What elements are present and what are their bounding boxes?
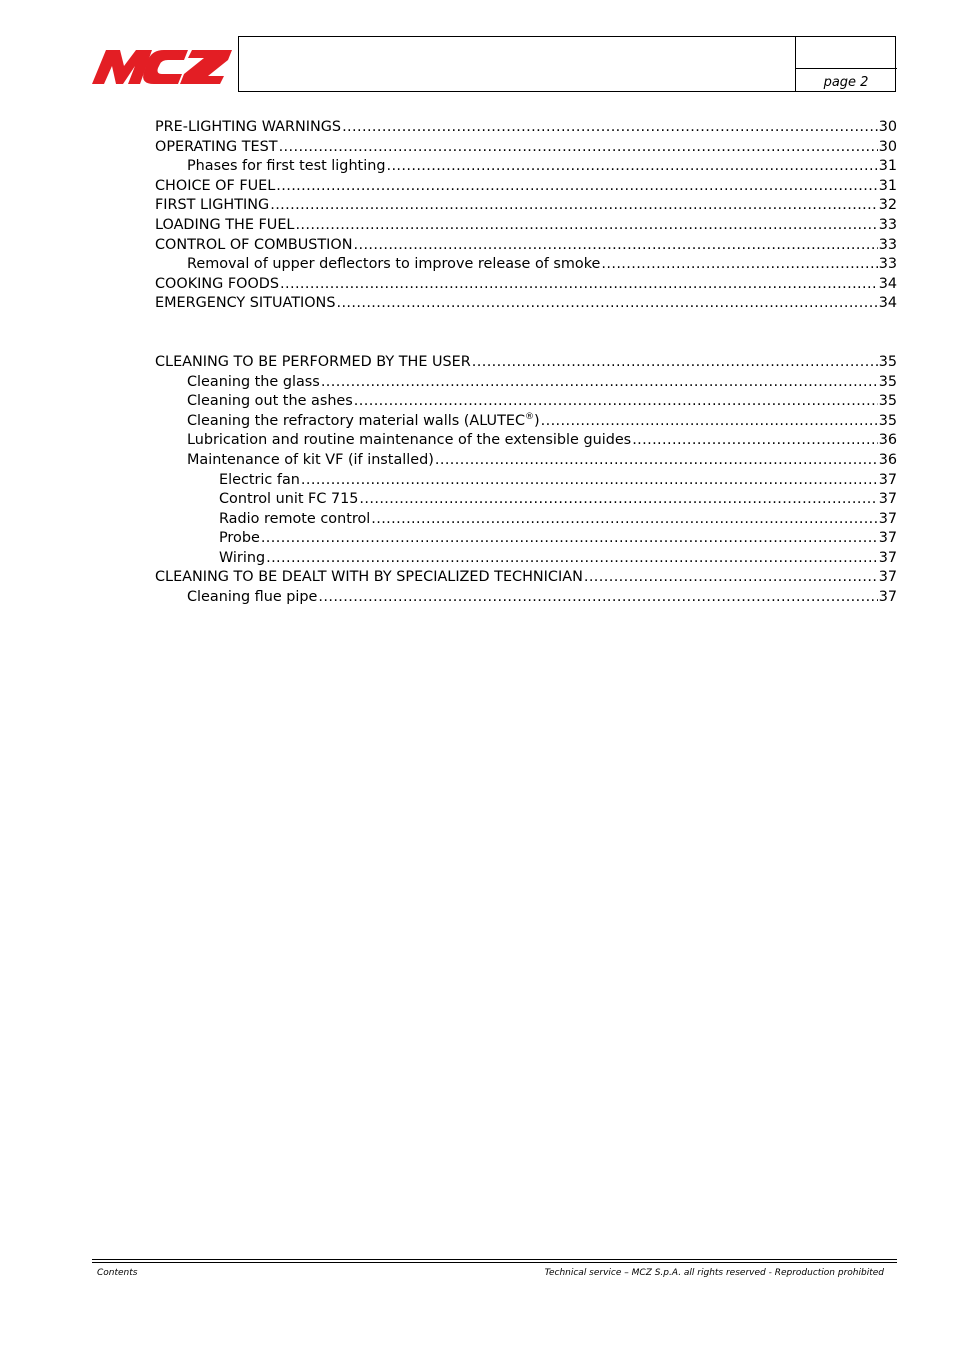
header-box	[238, 36, 896, 92]
toc-entry-title	[155, 568, 583, 588]
logo-letter-m	[92, 50, 152, 84]
toc-section-1	[155, 118, 897, 314]
toc-entry-title-text: CHOICE OF FUEL	[155, 177, 276, 194]
toc-entry-title-text: Cleaning the refractory material walls (ALUTEC	[187, 412, 525, 429]
toc-entry-title	[155, 118, 341, 138]
toc-leader-dots	[632, 431, 878, 451]
toc-entry[interactable]	[155, 392, 897, 412]
toc-leader-dots	[336, 294, 877, 314]
toc-page-number: 36	[878, 451, 897, 468]
toc-entry-title-text: Electric fan	[219, 471, 300, 488]
toc-entry-title	[155, 275, 279, 295]
toc-leader-dots	[266, 549, 878, 569]
toc-page-number: 33	[878, 216, 897, 233]
toc-entry-title	[187, 588, 317, 608]
toc-page-number: 37	[878, 491, 897, 508]
toc-entry-title-suffix: )	[534, 412, 540, 429]
toc-entry-title	[219, 471, 300, 491]
toc-entry[interactable]	[155, 118, 897, 138]
toc-leader-dots	[472, 353, 878, 373]
toc-entry-title-text: Lubrication and routine maintenance of the extensible guides	[187, 432, 632, 449]
toc-leader-dots	[261, 529, 878, 549]
toc-entry-title-text: PRE-LIGHTING WARNINGS	[155, 119, 342, 135]
toc-gap	[155, 314, 897, 353]
toc-page-number: 30	[878, 138, 897, 155]
registered-mark: ®	[525, 411, 534, 422]
toc-leader-dots	[371, 510, 877, 530]
toc-leader-dots	[359, 490, 877, 510]
toc-entry[interactable]	[155, 373, 897, 393]
toc-entry-title-text: Radio remote control	[219, 510, 371, 527]
toc-entry[interactable]	[155, 471, 897, 491]
toc-page-number: 35	[878, 412, 897, 429]
toc-leader-dots	[270, 196, 877, 216]
toc-leader-dots	[279, 138, 878, 158]
toc-entry-title-text: Wiring	[219, 549, 266, 566]
toc-entry-title	[187, 373, 320, 393]
toc-leader-dots	[386, 157, 877, 177]
toc-entry-title	[155, 294, 335, 314]
toc-entry[interactable]	[155, 451, 897, 471]
toc-leader-dots	[295, 216, 877, 236]
toc-entry-title	[219, 529, 260, 549]
toc-page-number: 37	[878, 530, 897, 547]
toc-leader-dots	[280, 275, 878, 295]
toc-entry-title-text: Maintenance of kit VF (if installed)	[187, 451, 434, 468]
footer-rule-bottom	[92, 1262, 897, 1263]
toc-entry[interactable]	[155, 588, 897, 608]
toc-page-number: 33	[878, 236, 897, 253]
toc-entry[interactable]	[155, 255, 897, 275]
toc-entry[interactable]	[155, 490, 897, 510]
toc-entry-title	[155, 138, 278, 158]
toc-entry-title	[187, 431, 631, 451]
footer-section-label: Contents	[97, 1268, 138, 1278]
toc-leader-dots	[318, 588, 877, 608]
toc-page-number: 32	[878, 197, 897, 214]
toc-entry-title-text: CLEANING TO BE PERFORMED BY THE USER	[155, 353, 471, 370]
toc-entry-title-text: CONTROL OF COMBUSTION	[155, 236, 353, 253]
footer-copyright: Technical service – MCZ S.p.A. all rights reserved - Reproduction prohibited	[544, 1268, 884, 1278]
toc-page-number: 31	[878, 158, 897, 175]
toc-entry-title	[155, 236, 353, 256]
toc-entry-title-text: Cleaning flue pipe	[187, 589, 318, 606]
toc-entry-title-text: EMERGENCY SITUATIONS	[155, 295, 336, 312]
toc-entry-title-text: Cleaning the glass	[187, 373, 320, 390]
toc-entry-title	[155, 353, 471, 373]
toc-entry-title-text: Cleaning out the ashes	[187, 393, 353, 410]
table-of-contents	[155, 118, 897, 608]
toc-entry[interactable]	[155, 353, 897, 373]
toc-leader-dots	[584, 568, 878, 588]
toc-entry-title-text: Removal of upper deflectors to improve release of smoke	[187, 256, 601, 273]
toc-page-number: 37	[878, 549, 897, 566]
toc-entry[interactable]	[155, 529, 897, 549]
toc-entry-title	[187, 255, 600, 275]
mcz-logo-mark	[92, 44, 234, 88]
page-number: page 2	[823, 75, 869, 90]
toc-entry[interactable]	[155, 549, 897, 569]
toc-entry[interactable]	[155, 294, 897, 314]
toc-entry-title-text: FIRST LIGHTING	[155, 197, 270, 214]
footer-rule-top	[92, 1259, 897, 1260]
toc-page-number: 33	[878, 256, 897, 273]
toc-leader-dots	[321, 373, 878, 393]
logo-letter-z	[180, 50, 232, 84]
toc-entry-title-text: Control unit FC 715	[219, 491, 359, 508]
toc-entry[interactable]	[155, 275, 897, 295]
toc-page-number: 37	[878, 471, 897, 488]
toc-leader-dots	[354, 236, 878, 256]
toc-page-number: 31	[878, 177, 897, 194]
toc-leader-dots	[301, 471, 878, 491]
toc-entry[interactable]	[155, 138, 897, 158]
toc-page-number: 34	[878, 295, 897, 312]
toc-page-number: 30	[878, 119, 897, 135]
toc-entry-title-text: COOKING FOODS	[155, 275, 280, 292]
toc-leader-dots	[601, 255, 877, 275]
toc-entry-title-text: Probe	[219, 530, 260, 547]
toc-entry[interactable]	[155, 216, 897, 236]
toc-leader-dots	[276, 177, 877, 197]
toc-entry-title	[187, 412, 540, 432]
mcz-logo	[92, 44, 234, 88]
toc-entry[interactable]	[155, 412, 897, 432]
toc-entry[interactable]	[155, 431, 897, 451]
toc-entry-title	[219, 490, 358, 510]
toc-page-number: 36	[878, 432, 897, 449]
toc-page-number: 35	[878, 353, 897, 370]
toc-entry[interactable]	[155, 157, 897, 177]
toc-entry-title	[187, 392, 353, 412]
toc-leader-dots	[541, 412, 878, 432]
toc-page-number: 37	[878, 510, 897, 527]
toc-entry[interactable]	[155, 177, 897, 197]
toc-entry[interactable]	[155, 196, 897, 216]
toc-section-2	[155, 353, 897, 608]
toc-leader-dots	[354, 392, 878, 412]
toc-entry-title	[219, 549, 265, 569]
toc-page-number: 34	[878, 275, 897, 292]
toc-leader-dots	[342, 118, 878, 138]
toc-entry-title-text: LOADING THE FUEL	[155, 216, 295, 233]
toc-entry-title	[187, 451, 434, 471]
toc-entry-title	[155, 216, 294, 236]
toc-page-number: 37	[878, 569, 897, 586]
toc-entry-title	[219, 510, 370, 530]
toc-entry-title	[155, 177, 275, 197]
toc-entry-title	[187, 157, 385, 177]
toc-page-number: 35	[878, 393, 897, 410]
toc-page-number: 35	[878, 373, 897, 390]
toc-entry-title-text: CLEANING TO BE DEALT WITH BY SPECIALIZED TECHNICIAN	[155, 569, 583, 586]
toc-entry-title-text: Phases for first test lighting	[187, 158, 386, 175]
header-page-box-line	[796, 68, 897, 69]
toc-entry[interactable]	[155, 236, 897, 256]
toc-entry-title-text: OPERATING TEST	[155, 138, 278, 155]
toc-entry[interactable]	[155, 568, 897, 588]
toc-entry[interactable]	[155, 510, 897, 530]
toc-entry-title	[155, 196, 269, 216]
toc-page-number: 37	[878, 589, 897, 606]
toc-leader-dots	[435, 451, 878, 471]
